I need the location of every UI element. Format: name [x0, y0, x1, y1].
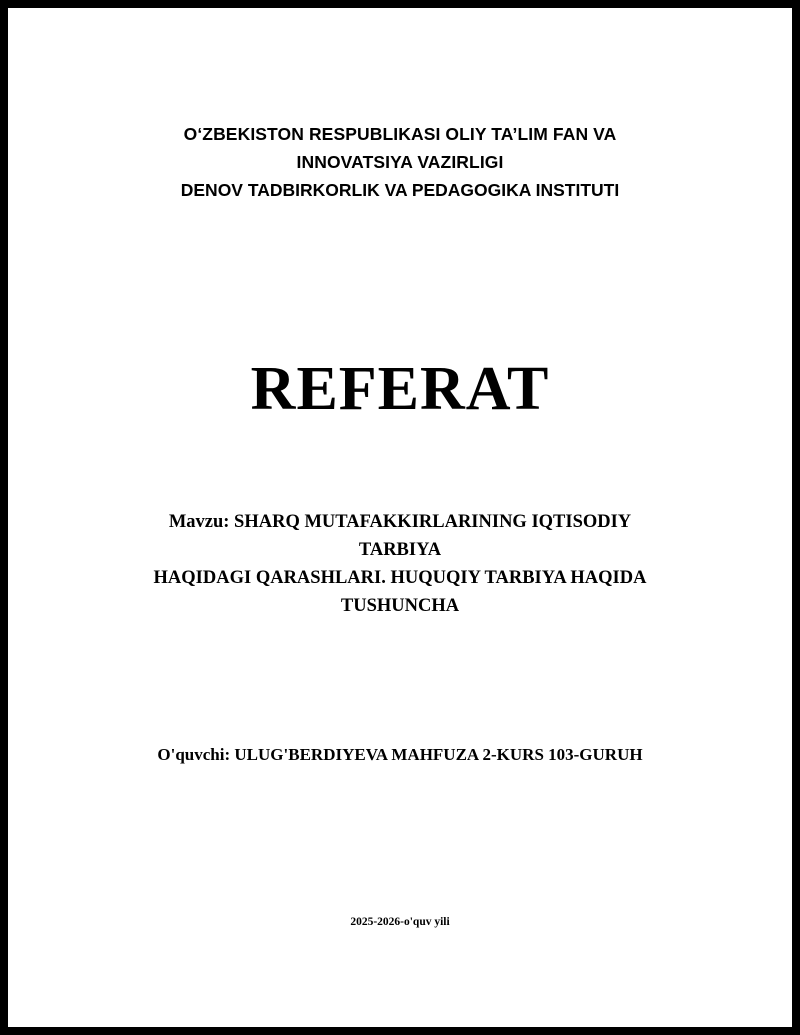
document-page	[8, 8, 792, 1027]
institution-header	[78, 120, 722, 204]
subject-line-1: Mavzu: SHARQ MUTAFAKKIRLARINING IQTISODIY TARBIYA	[168, 512, 632, 560]
subject-line-3: TUSHUNCHA	[340, 596, 460, 616]
institution-line-1: O‘ZBEKISTON RESPUBLIKASI OLIY TA’LIM FAN VA	[183, 124, 617, 144]
subject-line-2: HAQIDAGI QARASHLARI. HUQUQIY TARBIYA HAQIDA	[153, 568, 647, 588]
page-content	[8, 8, 792, 1027]
student-info: O'quvchi: ULUG'BERDIYEVA MAHFUZA 2-KURS 103-GURUH	[157, 745, 643, 764]
institution-line-3: DENOV TADBIRKORLIK VA PEDAGOGIKA INSTITUTI	[180, 180, 620, 200]
institution-line-2: INNOVATSIYA VAZIRLIGI	[296, 152, 504, 172]
document-title: REFERAT	[250, 355, 550, 423]
subject-block	[78, 508, 722, 620]
academic-year: 2025-2026-o'quv yili	[350, 916, 450, 928]
